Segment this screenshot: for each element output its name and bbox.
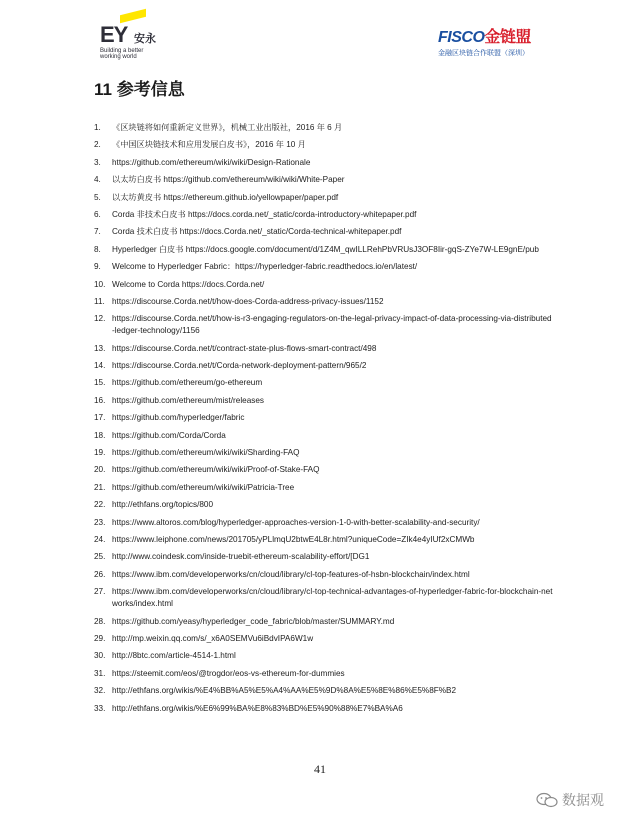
reference-text: Welcome to Corda https://docs.Corda.net/ <box>112 279 265 289</box>
reference-item <box>94 685 554 697</box>
reference-item <box>94 313 554 337</box>
reference-text: http://8btc.com/article-4514-1.html <box>112 651 236 661</box>
reference-item <box>94 412 554 424</box>
reference-item <box>94 703 554 715</box>
reference-text: https://github.com/Corda/Corda <box>112 430 226 440</box>
reference-text: https://github.com/ethereum/wiki/wiki/Design-Rationale <box>112 157 311 167</box>
reference-text: https://www.ibm.com/developerworks/cn/cloud/library/cl-top-features-of-hsbn-blockchain/index.html <box>112 569 470 579</box>
watermark-text: 数据观 <box>562 792 604 808</box>
fisco-name: FISCO <box>438 29 485 46</box>
ey-mark: EY <box>100 22 128 47</box>
reference-text: http://ethfans.org/wikis/%E6%99%BA%E8%83%BD%E5%90%88%E7%BA%A6 <box>112 703 403 713</box>
reference-item <box>94 122 554 134</box>
reference-number: 16. <box>94 395 106 405</box>
reference-number: 6. <box>94 209 101 219</box>
reference-text: https://discourse.Corda.net/t/how-does-Corda-address-privacy-issues/1152 <box>112 296 384 306</box>
reference-number: 28. <box>94 616 106 626</box>
reference-item <box>94 279 554 291</box>
reference-number: 30. <box>94 651 106 661</box>
reference-item <box>94 569 554 581</box>
section-title: 11 参考信息 <box>94 80 185 99</box>
reference-number: 24. <box>94 534 106 544</box>
reference-number: 10. <box>94 279 106 289</box>
reference-number: 15. <box>94 378 106 388</box>
reference-item <box>94 551 554 563</box>
reference-text: 以太坊白皮书 https://github.com/ethereum/wiki/wiki/White-Paper <box>112 175 345 185</box>
reference-number: 27. <box>94 587 106 597</box>
reference-text: https://github.com/ethereum/wiki/wiki/Patricia-Tree <box>112 482 295 492</box>
reference-item <box>94 261 554 273</box>
reference-item <box>94 296 554 308</box>
reference-text: https://steemit.com/eos/@trogdor/eos-vs-ethereum-for-dummies <box>112 668 345 678</box>
reference-item <box>94 517 554 529</box>
reference-number: 12. <box>94 314 106 324</box>
reference-number: 3. <box>94 157 101 167</box>
reference-item <box>94 209 554 221</box>
reference-text: Hyperledger 白皮书 https://docs.google.com/document/d/1Z4M_qwILLRehPbVRUsJ3OF8Iir-gqS-ZYe7W-LE9gnE/pub <box>112 244 539 254</box>
reference-text: https://www.altoros.com/blog/hyperledger-approaches-version-1-0-with-better-scalability-and-security/ <box>112 517 480 527</box>
page-number: 41 <box>314 762 326 776</box>
reference-text: https://www.ibm.com/developerworks/cn/cloud/library/cl-top-technical-advantages-of-hyperledger-fabric-for-blockchain-networks/index.html <box>112 587 553 609</box>
reference-text: http://ethfans.org/wikis/%E4%BB%A5%E5%A4%AA%E5%9D%8A%E5%8E%86%E5%8F%B2 <box>112 686 457 696</box>
reference-text: https://discourse.Corda.net/t/contract-state-plus-flows-smart-contract/498 <box>112 343 377 353</box>
reference-item <box>94 377 554 389</box>
reference-item <box>94 343 554 355</box>
reference-number: 1. <box>94 123 101 132</box>
ey-tagline: Building a better working world <box>100 48 144 60</box>
reference-text: https://github.com/hyperledger/fabric <box>112 413 245 423</box>
reference-text: Corda 技术白皮书 https://docs.Corda.net/_static/Corda-technical-whitepaper.pdf <box>112 227 402 237</box>
reference-text: https://github.com/yeasy/hyperledger_code_fabric/blob/master/SUMMARY.md <box>112 616 395 626</box>
reference-item <box>94 139 554 151</box>
reference-number: 9. <box>94 262 101 272</box>
reference-item <box>94 430 554 442</box>
reference-number: 2. <box>94 140 101 150</box>
reference-number: 8. <box>94 244 101 254</box>
reference-text: Welcome to Hyperledger Fabric：https://hyperledger-fabric.readthedocs.io/en/latest/ <box>112 262 418 272</box>
watermark <box>536 790 604 810</box>
reference-number: 29. <box>94 633 106 643</box>
reference-item <box>94 226 554 238</box>
reference-number: 11. <box>94 296 105 306</box>
reference-item <box>94 616 554 628</box>
reference-item <box>94 395 554 407</box>
ey-chinese-name: 安永 <box>134 33 156 45</box>
reference-number: 14. <box>94 361 106 371</box>
reference-item <box>94 447 554 459</box>
reference-number: 23. <box>94 517 106 527</box>
reference-item <box>94 633 554 645</box>
reference-number: 21. <box>94 482 106 492</box>
fisco-chinese-name: 金链盟 <box>484 29 531 46</box>
reference-number: 22. <box>94 500 106 510</box>
reference-number: 32. <box>94 686 106 696</box>
reference-text: 《区块链将如何重新定义世界》，机械工业出版社，2016 年 6 月 <box>112 123 343 132</box>
reference-text: https://github.com/ethereum/mist/releases <box>112 395 264 405</box>
ey-logo <box>100 10 170 65</box>
reference-number: 33. <box>94 703 106 713</box>
fisco-wordmark <box>438 24 558 47</box>
reference-number: 19. <box>94 448 106 458</box>
reference-number: 20. <box>94 465 106 475</box>
reference-item <box>94 668 554 680</box>
wechat-bubble-icon <box>536 792 558 808</box>
reference-number: 17. <box>94 413 106 423</box>
reference-number: 31. <box>94 668 106 678</box>
reference-text: 以太坊黄皮书 https://ethereum.github.io/yellowpaper/paper.pdf <box>112 192 339 202</box>
reference-item <box>94 192 554 204</box>
reference-text: 《中国区块链技术和应用发展白皮书》，2016 年 10 月 <box>112 140 306 150</box>
reference-item <box>94 244 554 256</box>
reference-item <box>94 650 554 662</box>
reference-item <box>94 464 554 476</box>
reference-list <box>94 122 554 720</box>
reference-number: 7. <box>94 227 101 237</box>
reference-text: http://www.coindesk.com/inside-truebit-ethereum-scalability-effort/[DG1 <box>112 552 370 562</box>
reference-item <box>94 534 554 546</box>
reference-number: 25. <box>94 552 106 562</box>
reference-item <box>94 157 554 169</box>
reference-number: 26. <box>94 569 106 579</box>
reference-item <box>94 586 554 610</box>
reference-item <box>94 499 554 511</box>
reference-number: 5. <box>94 192 101 202</box>
reference-item <box>94 482 554 494</box>
fisco-subtitle: 金融区块链合作联盟（深圳） <box>438 50 529 57</box>
reference-number: 13. <box>94 343 106 353</box>
reference-number: 18. <box>94 430 106 440</box>
reference-text: https://discourse.Corda.net/t/how-is-r3-engaging-regulators-on-the-legal-privacy-impact-of-data-processing-via-distributed-ledger-technology/1156 <box>112 314 552 336</box>
reference-text: http://mp.weixin.qq.com/s/_x6A0SEMVu6iBdvIPA6W1w <box>112 633 314 643</box>
reference-text: https://github.com/ethereum/go-ethereum <box>112 378 263 388</box>
reference-item <box>94 360 554 372</box>
reference-number: 4. <box>94 175 101 185</box>
reference-text: Corda 非技术白皮书 https://docs.corda.net/_static/corda-introductory-whitepaper.pdf <box>112 209 417 219</box>
reference-text: https://discourse.Corda.net/t/Corda-network-deployment-pattern/965/2 <box>112 361 367 371</box>
reference-text: http://ethfans.org/topics/800 <box>112 500 214 510</box>
fisco-logo <box>438 24 558 57</box>
reference-text: https://github.com/ethereum/wiki/wiki/Proof-of-Stake-FAQ <box>112 465 320 475</box>
reference-item <box>94 174 554 186</box>
reference-text: https://www.leiphone.com/news/201705/yPLlmqU2btwE4L8r.html?uniqueCode=ZIk4e4yIUf2xCMWb <box>112 534 475 544</box>
reference-text: https://github.com/ethereum/wiki/wiki/Sharding-FAQ <box>112 448 300 458</box>
